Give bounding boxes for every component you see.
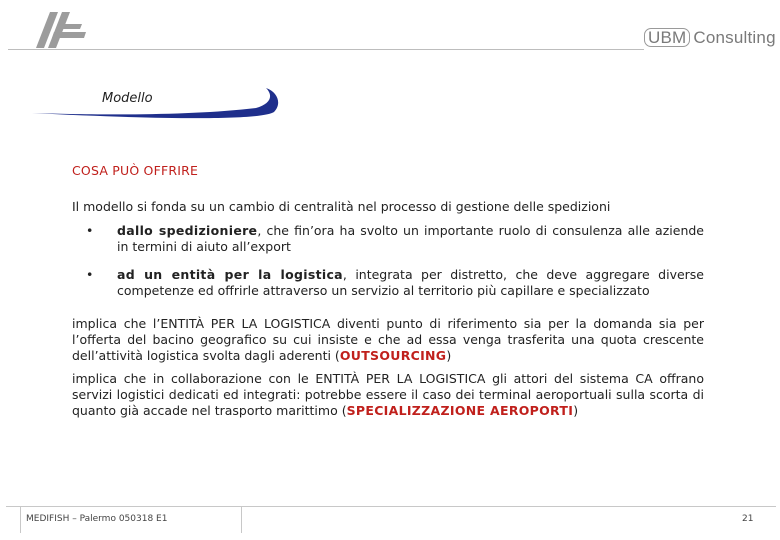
content-heading: COSA PUÒ OFFRIRE [72,163,199,178]
paragraph-text: implica che l’ENTITÀ PER LA LOGISTICA diventi punto di riferimento sia per la domanda sia per l’offerta del bacino geografico su cui insiste e che ad essa venga trasferita una quota crescente dell’attività logistica svolta dagli aderenti ( [72,316,704,363]
brand-text: Consulting [693,28,776,47]
highlight-outsourcing: OUTSOURCING [339,348,447,363]
brand-logo [644,28,776,48]
list-item [72,267,704,299]
paragraph-text: implica che in collaborazione con le ENTITÀ PER LA LOGISTICA gli attori del sistema CA offrano servizi logistici dedicati ed integrati: potrebbe essere il caso dei terminal aeroportuali sulla scorta di quanto già accade nel trasporto marittimo ( [72,371,704,418]
paragraph-end: ) [573,403,579,418]
intro-text: Il modello si fonda su un cambio di centralità nel processo di gestione delle spedizioni [72,199,611,214]
bullet-text [117,267,704,299]
company-logo-icon [34,10,88,50]
bullet-marker: • [86,267,94,282]
brand-box: UBM [644,28,690,47]
bullet-keyword: dallo spedizioniere [117,223,258,238]
bullet-body: , integrata per distretto, che deve aggregare diverse competenze ed offrirle attraverso un servizio al territorio più capillare e specializzato [117,267,704,298]
section-title: Modello [102,91,153,106]
list-item [72,223,704,255]
paragraph-outsourcing [72,316,704,364]
bullet-text [117,223,704,255]
bullet-keyword: ad un entità per la logistica [117,267,343,282]
footer-text: MEDIFISH – Palermo 050318 E1 [26,514,168,524]
paragraph-end: ) [446,348,452,363]
highlight-airports: SPECIALIZZAZIONE AEROPORTI [346,403,574,418]
bullet-marker: • [86,223,94,238]
page-number: 21 [742,514,754,524]
bullet-list [72,223,704,311]
swoosh-decoration-icon [30,84,280,120]
header-rule [8,49,644,50]
paragraph-airports [72,371,704,419]
bullet-body: , che fin’ora ha svolto un importante ruolo di consulenza alle aziende in termini di aiuto all’export [117,223,704,254]
